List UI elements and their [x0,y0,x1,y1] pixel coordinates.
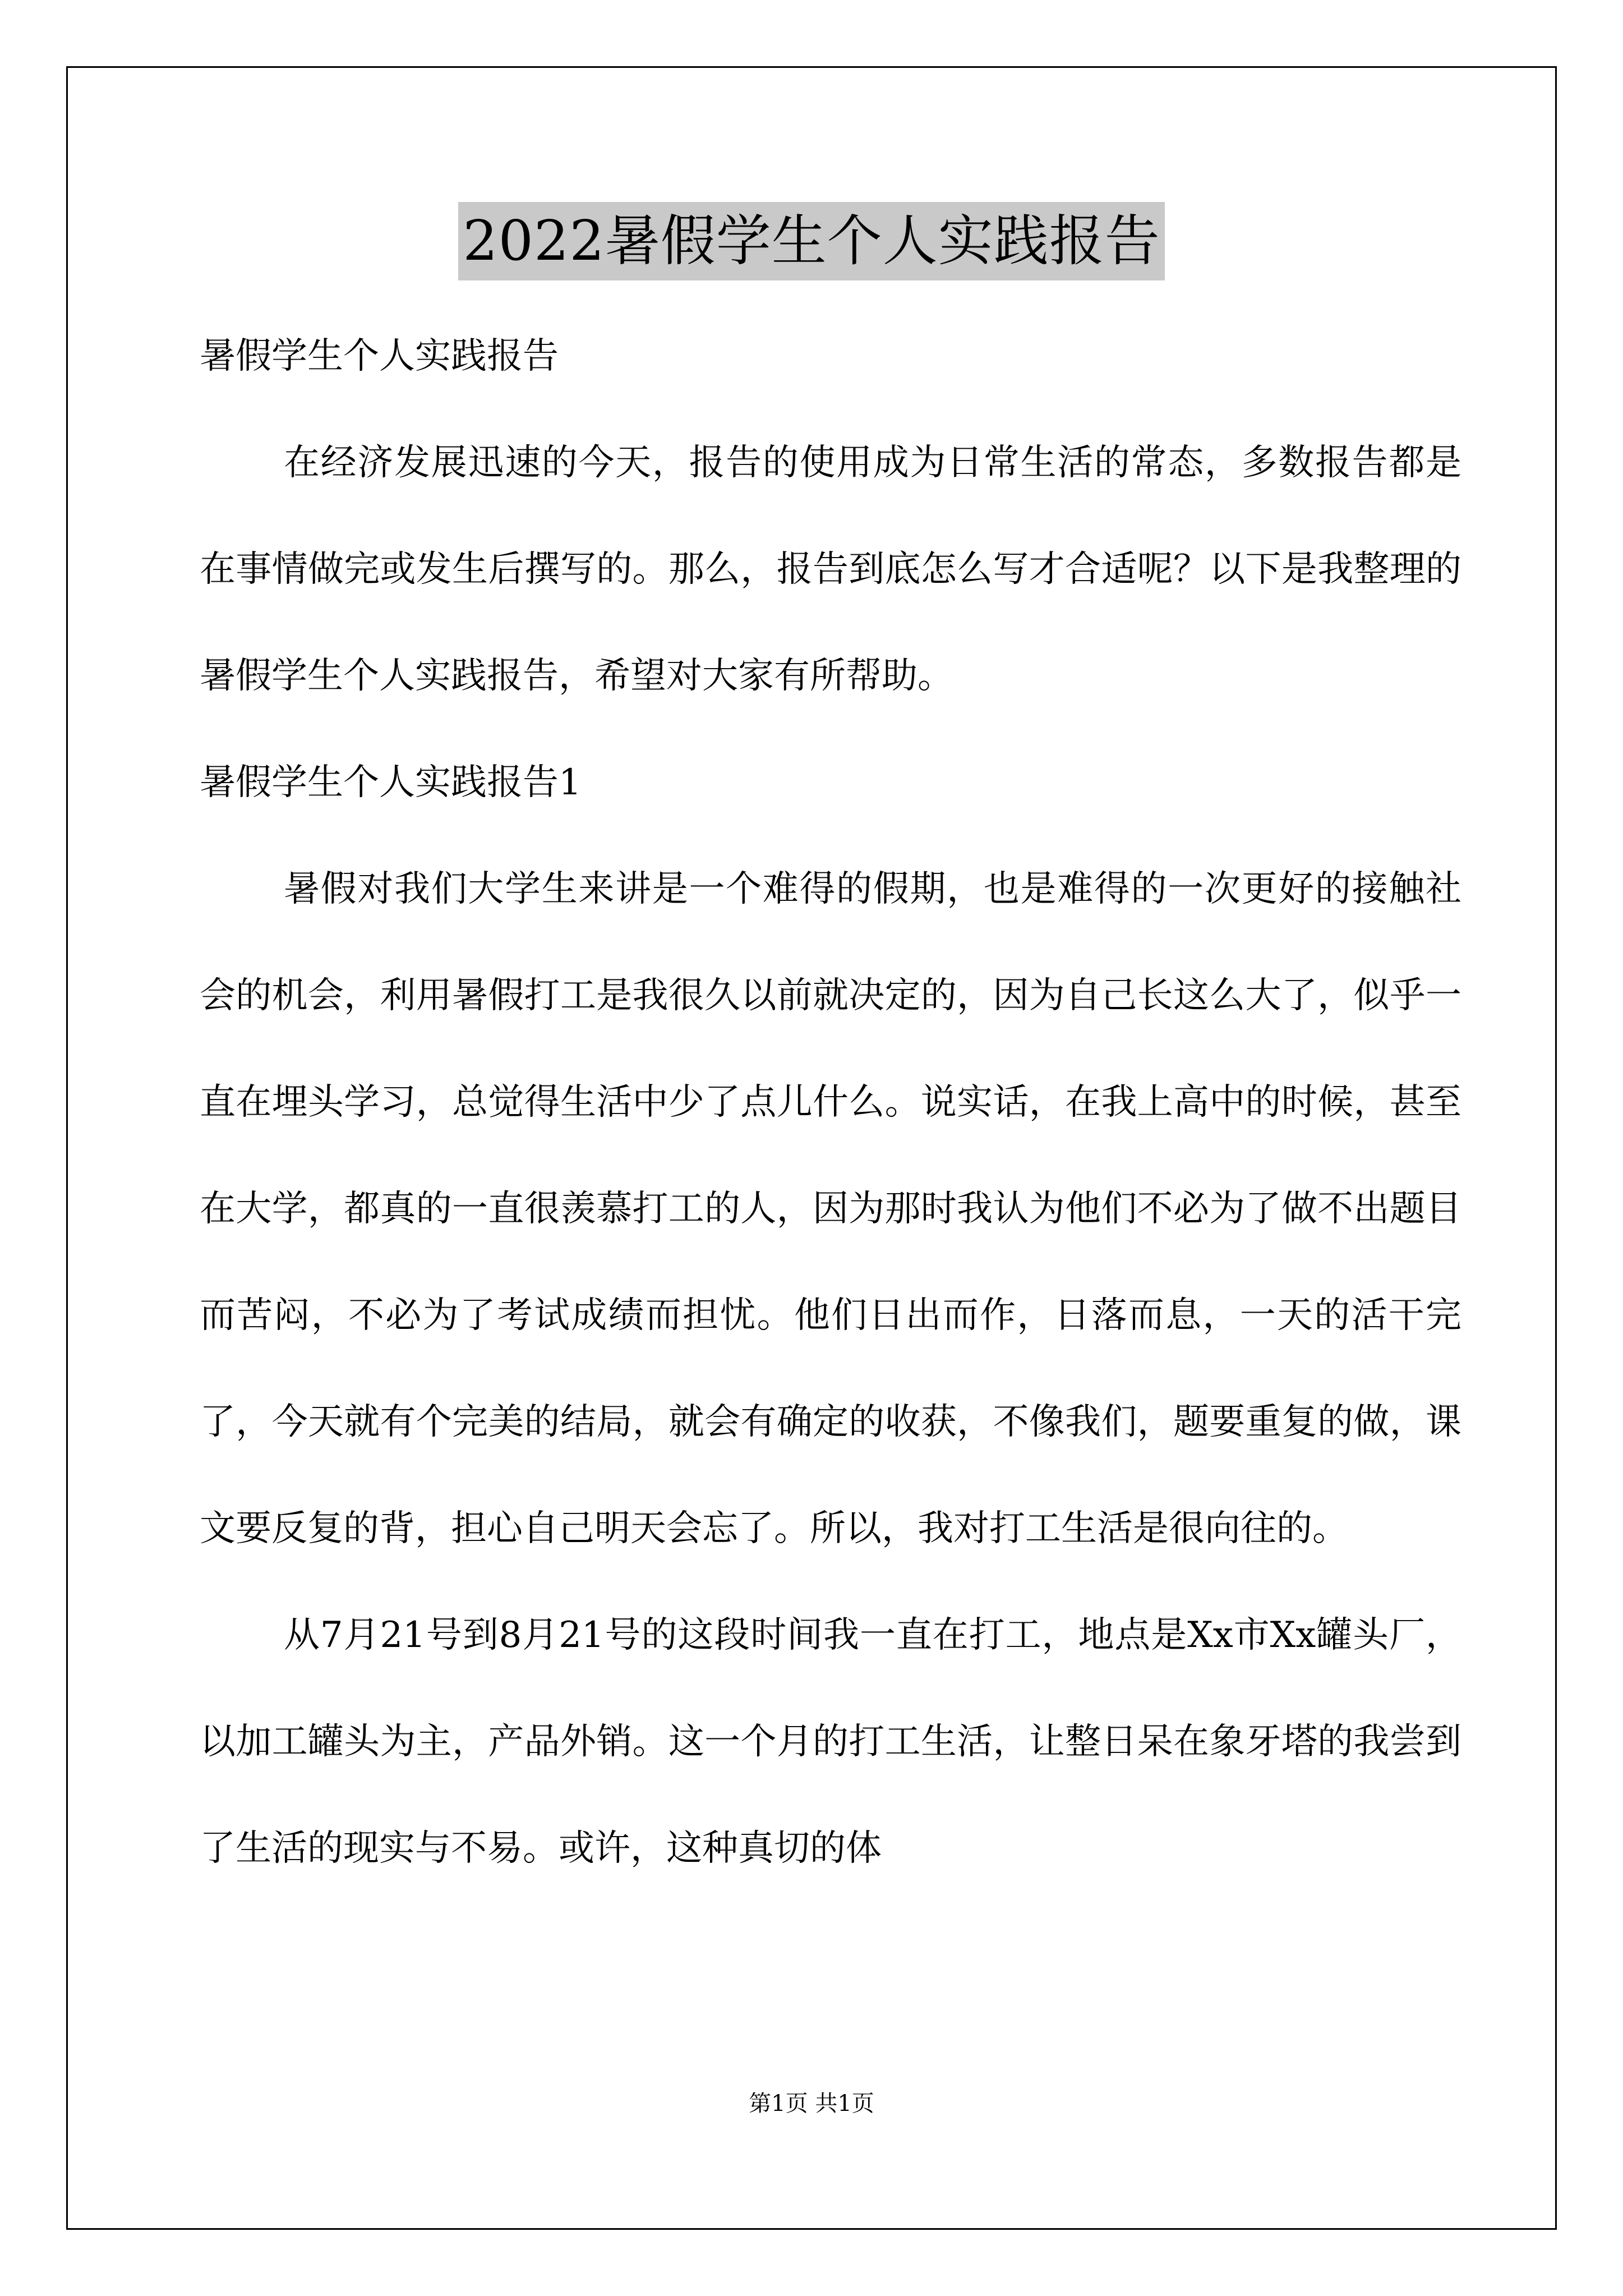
document-body [200,303,1461,1902]
body-paragraph: 在经济发展迅速的今天，报告的使用成为日常生活的常态，多数报告都是在事情做完或发生后撰写的。那么，报告到底怎么写才合适呢？以下是我整理的暑假学生个人实践报告，希望对大家有所帮助。 [200,442,1461,697]
page-footer: 第1页 共1页 [749,2091,874,2116]
body-paragraph: 从7月21号到8月21号的这段时间我一直在打工，地点是Xx市Xx罐头厂，以加工罐头为主，产品外销。这一个月的打工生活，让整日呆在象牙塔的我尝到了生活的现实与不易。或许，这种真切的体 [200,1614,1461,1869]
title-container [0,202,1623,280]
document-title: 2022暑假学生个人实践报告 [458,202,1164,280]
section-heading: 暑假学生个人实践报告 [200,335,559,377]
body-paragraph: 暑假对我们大学生来讲是一个难得的假期，也是难得的一次更好的接触社会的机会，利用暑假打工是我很久以前就决定的，因为自己长这么大了，似乎一直在埋头学习，总觉得生活中少了点儿什么。说实话，在我上高中的时候，甚至在大学，都真的一直很羡慕打工的人，因为那时我认为他们不必为了做不出题目而苦闷，不必为了考试成绩而担忧。他们日出而作，日落而息，一天的活干完了，今天就有个完美的结局，就会有确定的收获，不像我们，题要重复的做，课文要反复的背，担心自己明天会忘了。所以，我对打工生活是很向往的。 [200,868,1461,1549]
section-heading: 暑假学生个人实践报告1 [200,762,582,803]
